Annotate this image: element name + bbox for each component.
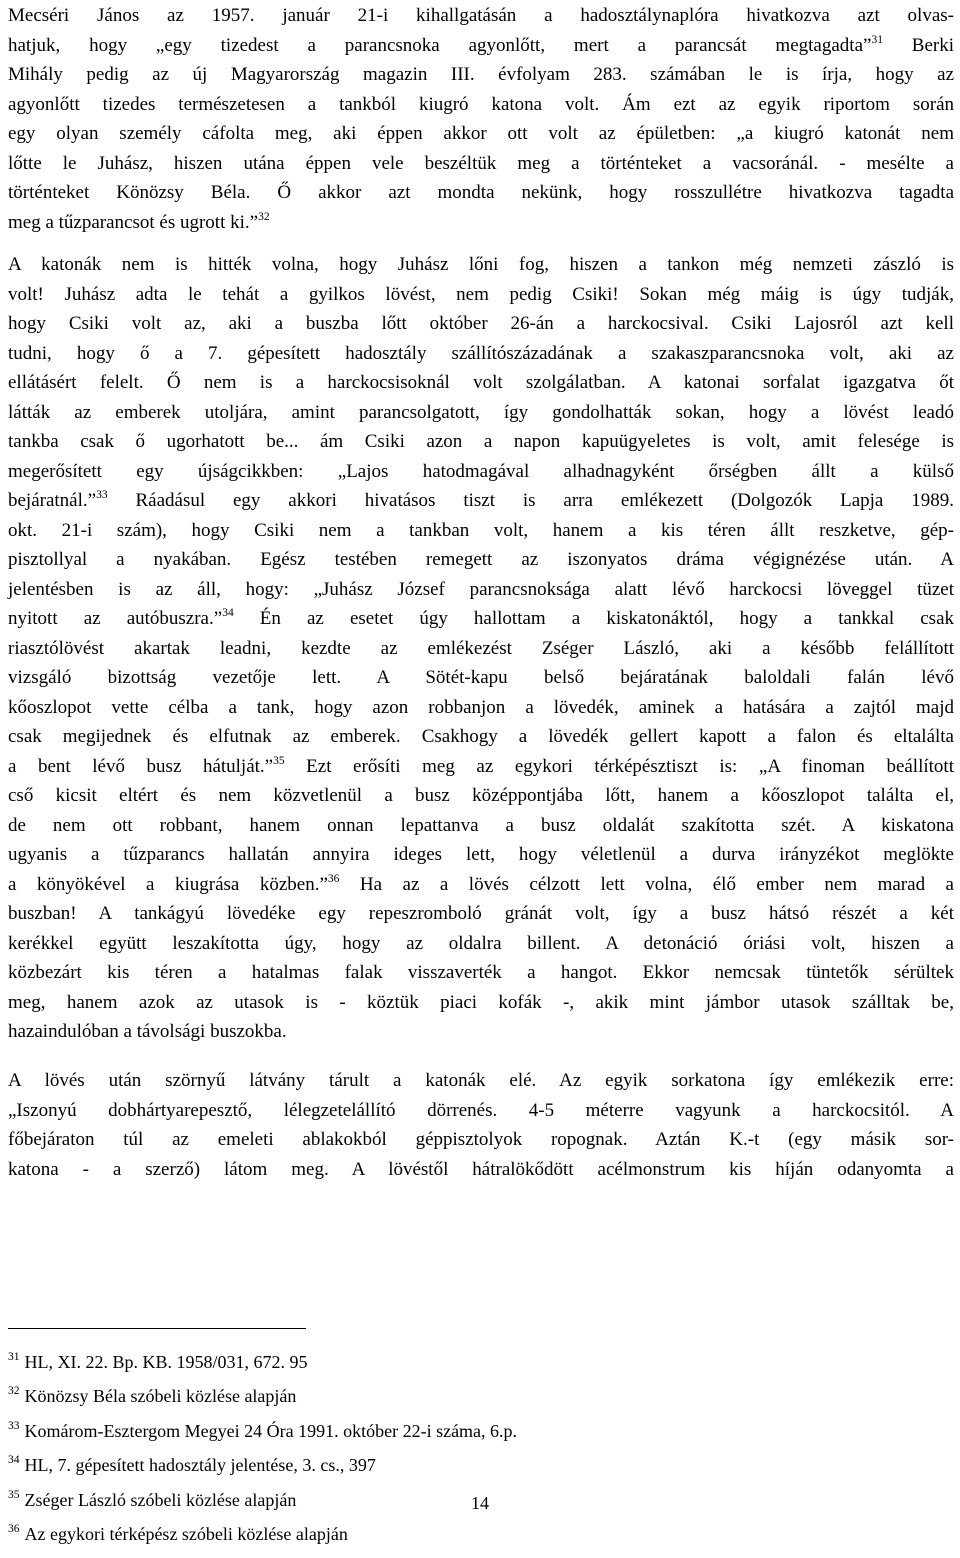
line-text: „Iszonyú dobhártyarepesztő, lélegzetelállító dörrenés. 4-5 méterre vagyunk a harckocsitól. A	[8, 1099, 954, 1121]
text-line	[8, 427, 954, 457]
text-line	[8, 339, 954, 369]
line-text: egy olyan személy cáfolta meg, aki éppen akkor ott volt az épületben: „a kiugró katonát nem	[8, 123, 954, 144]
line-text: történteket Könözsy Béla. Ő akkor azt mondta nekünk, hogy rosszullétre hivatkozva tagadta	[8, 182, 954, 203]
text-line	[8, 752, 954, 782]
line-text: buszban! A tankágyú lövedéke egy repeszromboló gránát volt, így a busz hátsó részét a két	[8, 903, 954, 924]
footnote-number: 35	[8, 1488, 20, 1501]
text-line	[8, 781, 954, 811]
text-line	[8, 398, 954, 428]
line-text: hogy Csiki volt az, aki a buszba lőtt október 26-án a harckocsival. Csiki Lajosról azt kell	[8, 313, 954, 334]
text-line	[8, 722, 954, 752]
line-text-continued: Én az esetet úgy hallottam a kiskatonáktól, hogy a tankkal csak	[233, 608, 954, 629]
line-text: a könyökével a kiugrása közben.”	[8, 873, 328, 895]
text-line	[8, 208, 954, 238]
footnote-reference[interactable]: 35	[273, 754, 285, 767]
line-text: hatjuk, hogy „egy tizedest a parancsnoka agyonlőtt, mert a parancsát megtagadta”	[8, 34, 872, 56]
text-line	[8, 545, 954, 575]
line-text: lőtte le Juhász, hiszen utána éppen vele beszéltük meg a történteket a vacsoránál. - mesélte a	[8, 152, 954, 174]
text-line	[8, 1125, 954, 1155]
paragraph	[8, 1, 954, 237]
footnote-number: 31	[8, 1351, 20, 1363]
line-text: meg, hanem azok az utasok is - köztük piaci kofák -, akik mint jámbor utasok szálltak be,	[8, 991, 954, 1013]
line-text: de nem ott robbant, hanem onnan lepattanva a busz oldalát szakította szét. A kiskatona	[8, 814, 954, 836]
text-line	[8, 149, 954, 179]
line-text: A katonák nem is hitték volna, hogy Juhász lőni fog, hiszen a tankon még nemzeti zászló is	[8, 254, 954, 275]
paragraph	[8, 250, 954, 1047]
text-line	[8, 988, 954, 1018]
line-text: volt! Juhász adta le tehát a gyilkos lövést, nem pedig Csiki! Sokan még máig is úgy tudják,	[8, 283, 954, 305]
footnotes-list	[8, 1352, 517, 1558]
footnote-number: 36	[8, 1522, 20, 1535]
line-text: hazaindulóban a távolsági buszokba.	[8, 1021, 287, 1042]
line-text: főbejáraton túl az emeleti ablakokból géppisztolyok ropognak. Aztán K.-t (egy másik sor-	[8, 1129, 954, 1150]
text-line	[8, 634, 954, 664]
footnote	[8, 1524, 517, 1558]
text-line	[8, 90, 954, 120]
text-line	[8, 870, 954, 900]
footnote-reference[interactable]: 34	[222, 607, 234, 619]
text-line	[8, 575, 954, 605]
text-line	[8, 899, 954, 929]
line-text: vizsgáló bizottság vezetője lett. A Sötét-kapu belső bejáratának baloldali falán lévő	[8, 667, 954, 688]
footnote-number: 32	[8, 1385, 20, 1398]
text-line	[8, 280, 954, 310]
line-text: kőoszlopot vette célba a tank, hogy azon robbanjon a lövedék, aminek a hatására a zajtól majd	[8, 696, 954, 718]
line-text: csak megijednek és elfutnak az emberek. Csakhogy a lövedék gellert kapott a falon és eltalálta	[8, 726, 954, 747]
text-line	[8, 811, 954, 841]
footnote-number: 34	[8, 1454, 20, 1467]
line-text: bejáratnál.”	[8, 490, 97, 511]
footnote-text: HL, 7. gépesített hadosztály jelentése, 3. cs., 397	[24, 1455, 376, 1476]
line-text: riasztólövést akartak leadni, kezdte az emlékezést Zséger László, aki a később felállított	[8, 637, 954, 659]
line-text: tudni, hogy ő a 7. gépesített hadosztály szállítószázadának a szakaszparancsnoka volt, aki az	[8, 342, 954, 364]
page-number: 14	[471, 1493, 489, 1513]
text-line	[8, 663, 954, 693]
footnote-text: Könözsy Béla szóbeli közlése alapján	[24, 1386, 297, 1407]
line-text: ugyanis a tűzparancs hallatán annyira ideges lett, hogy véletlenül a durva irányzékot meglökte	[8, 844, 954, 865]
text-line	[8, 178, 954, 208]
line-text: kerékkel együtt leszakította úgy, hogy az oldalra billent. A detonáció óriási volt, hiszen a	[8, 932, 954, 954]
line-text-continued: Ezt erősíti meg az egykori térképésztiszt is: „A finoman beállított	[284, 755, 954, 777]
line-text: meg a tűzparancsot és ugrott ki.”	[8, 211, 259, 233]
text-line	[8, 840, 954, 870]
footnote-number: 33	[8, 1419, 20, 1432]
text-line	[8, 958, 954, 988]
footnote-separator	[8, 1328, 306, 1329]
line-text: agyonlőtt tizedes természetesen a tankból kiugró katona volt. Ám ezt az egyik riportom során	[8, 93, 954, 115]
line-text: nyitott az autóbuszra.”	[8, 608, 223, 629]
text-line	[8, 250, 954, 280]
line-text: A lövés után szörnyű látvány tárult a katonák elé. Az egyik sorkatona így emlékezik erre:	[8, 1070, 954, 1091]
footnote	[8, 1386, 517, 1420]
text-line	[8, 119, 954, 149]
text-line	[8, 693, 954, 723]
line-text: Mihály pedig az új Magyarország magazin III. évfolyam 283. számában le is írja, hogy az	[8, 64, 954, 85]
footnote	[8, 1421, 517, 1455]
text-line	[8, 516, 954, 546]
footnote-text: Az egykori térképész szóbeli közlése alapján	[24, 1523, 348, 1544]
text-line	[8, 929, 954, 959]
footnote	[8, 1352, 517, 1386]
text-line	[8, 457, 954, 487]
text-line	[8, 1066, 954, 1096]
line-text: ellátásért felelt. Ő nem is a harckocsisoknál volt szolgálatban. A katonai sorfalat igazgatva őt	[8, 372, 954, 393]
footnote-reference[interactable]: 32	[258, 210, 270, 223]
text-line	[8, 604, 954, 634]
line-text: Mecséri János az 1957. január 21-i kihallgatásán a hadosztálynaplóra hivatkozva azt olvas-	[8, 5, 954, 26]
text-line	[8, 486, 954, 516]
line-text: pisztollyal a nyakában. Egész testében remegett az iszonyatos dráma végignézése után. A	[8, 549, 954, 570]
line-text: tankba csak ő ugorhatott be... ám Csiki azon a napon kapuügyeletes is volt, amit felesége is	[8, 431, 954, 452]
text-line	[8, 1017, 954, 1047]
line-text: jelentésben is az áll, hogy: „Juhász József parancsnoksága alatt lévő harckocsi löveggel tüzet	[8, 578, 954, 600]
footnote-text: HL, XI. 22. Bp. KB. 1958/031, 672. 95	[24, 1352, 308, 1372]
footnote-text: Zséger László szóbeli közlése alapján	[24, 1489, 297, 1510]
line-text: látták az emberek utoljára, amint parancsolgatott, így gondolhatták sokan, hogy a lövést leadó	[8, 401, 954, 423]
footnote-text: Komárom-Esztergom Megyei 24 Óra 1991. október 22-i száma, 6.p.	[24, 1420, 518, 1441]
text-line	[8, 368, 954, 398]
line-text: okt. 21-i szám), hogy Csiki nem a tankban volt, hanem a kis téren állt reszketve, gép-	[8, 519, 954, 541]
text-line	[8, 1, 954, 31]
footnote-reference[interactable]: 36	[327, 872, 340, 885]
text-line	[8, 309, 954, 339]
footnote-reference[interactable]: 33	[96, 489, 108, 501]
text-line	[8, 31, 954, 61]
text-line	[8, 1096, 954, 1126]
line-text-continued: Ha az a lövés célzott lett volna, élő ember nem marad a	[339, 873, 954, 895]
line-text-continued: Ráadásul egy akkori hivatásos tiszt is arra emlékezett (Dolgozók Lapja 1989.	[107, 490, 954, 511]
line-text: cső kicsit eltért és nem közvetlenül a busz középpontjába lőtt, hanem a kőoszlopot találta el,	[8, 785, 954, 806]
text-line	[8, 60, 954, 90]
line-text: katona - a szerző) látom meg. A lövéstől hátralökődött acélmonstrum kis híján odanyomta a	[8, 1158, 954, 1180]
line-text: közbezárt kis téren a hatalmas falak visszaverték a hangot. Ekkor nemcsak tüntetők sérültek	[8, 962, 954, 983]
footnote-reference[interactable]: 31	[871, 33, 883, 46]
line-text-continued: Berki	[882, 34, 954, 56]
line-text: a bent lévő busz hátulját.”	[8, 755, 274, 777]
paragraph	[8, 1066, 954, 1184]
line-text: megerősített egy újságcikkben: „Lajos hatodmagával alhadnagyként őrségben állt a külső	[8, 460, 954, 482]
footnote	[8, 1455, 517, 1489]
text-line	[8, 1155, 954, 1185]
